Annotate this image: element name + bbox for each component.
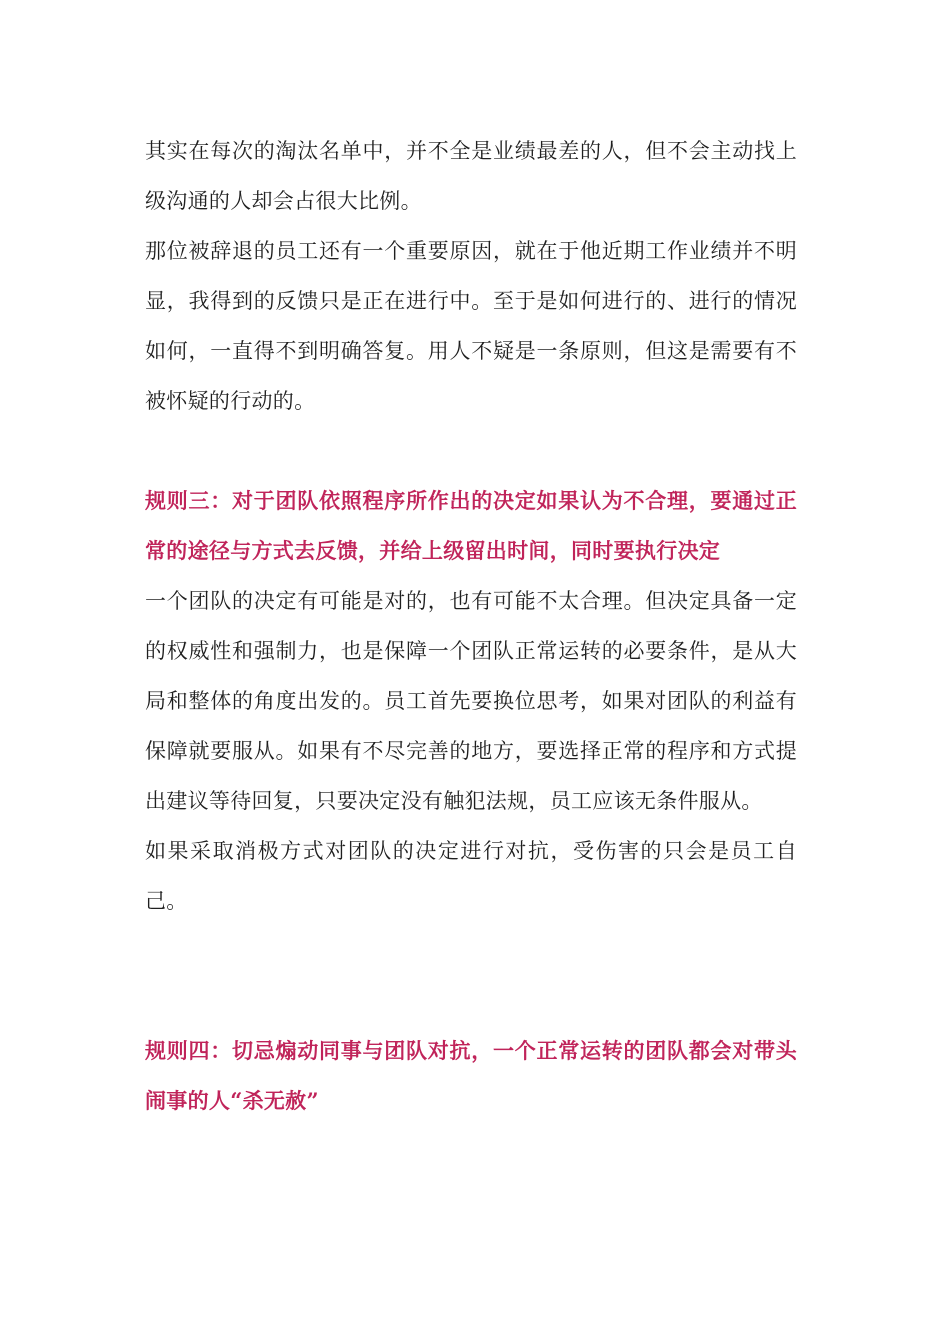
paragraph-team-decision: 一个团队的决定有可能是对的，也有可能不太合理。但决定具备一定的权威性和强制力，也是保障一个团队正常运转的必要条件，是从大局和整体的角度出发的。员工首先要换位思考，如果对团队的利益有保障就要服从。如果有不尽完善的地方，要选择正常的程序和方式提出建议等待回复，只要决定没有触犯法规，员工应该无条件服从。 bbox=[145, 589, 797, 813]
paragraph-passive-resistance: 如果采取消极方式对团队的决定进行对抗，受伤害的只会是员工自己。 bbox=[145, 839, 797, 913]
heading-rule-3: 规则三：对于团队依照程序所作出的决定如果认为不合理，要通过正常的途径与方式去反馈，并给上级留出时间，同时要执行决定 bbox=[145, 488, 797, 563]
section-spacer bbox=[145, 426, 797, 476]
section-spacer bbox=[145, 926, 797, 1026]
heading-rule-4: 规则四：切忌煽动同事与团队对抗，一个正常运转的团队都会对带头闹事的人“杀无赦” bbox=[145, 1038, 797, 1113]
paragraph-elimination-list: 其实在每次的淘汰名单中，并不全是业绩最差的人，但不会主动找上级沟通的人却会占很大比例。 bbox=[145, 139, 797, 213]
paragraph-dismissed-employee: 那位被辞退的员工还有一个重要原因，就在于他近期工作业绩并不明显，我得到的反馈只是正在进行中。至于是如何进行的、进行的情况如何，一直得不到明确答复。用人不疑是一条原则，但这是需要有不被怀疑的行动的。 bbox=[145, 239, 797, 413]
document-body bbox=[145, 126, 797, 1126]
